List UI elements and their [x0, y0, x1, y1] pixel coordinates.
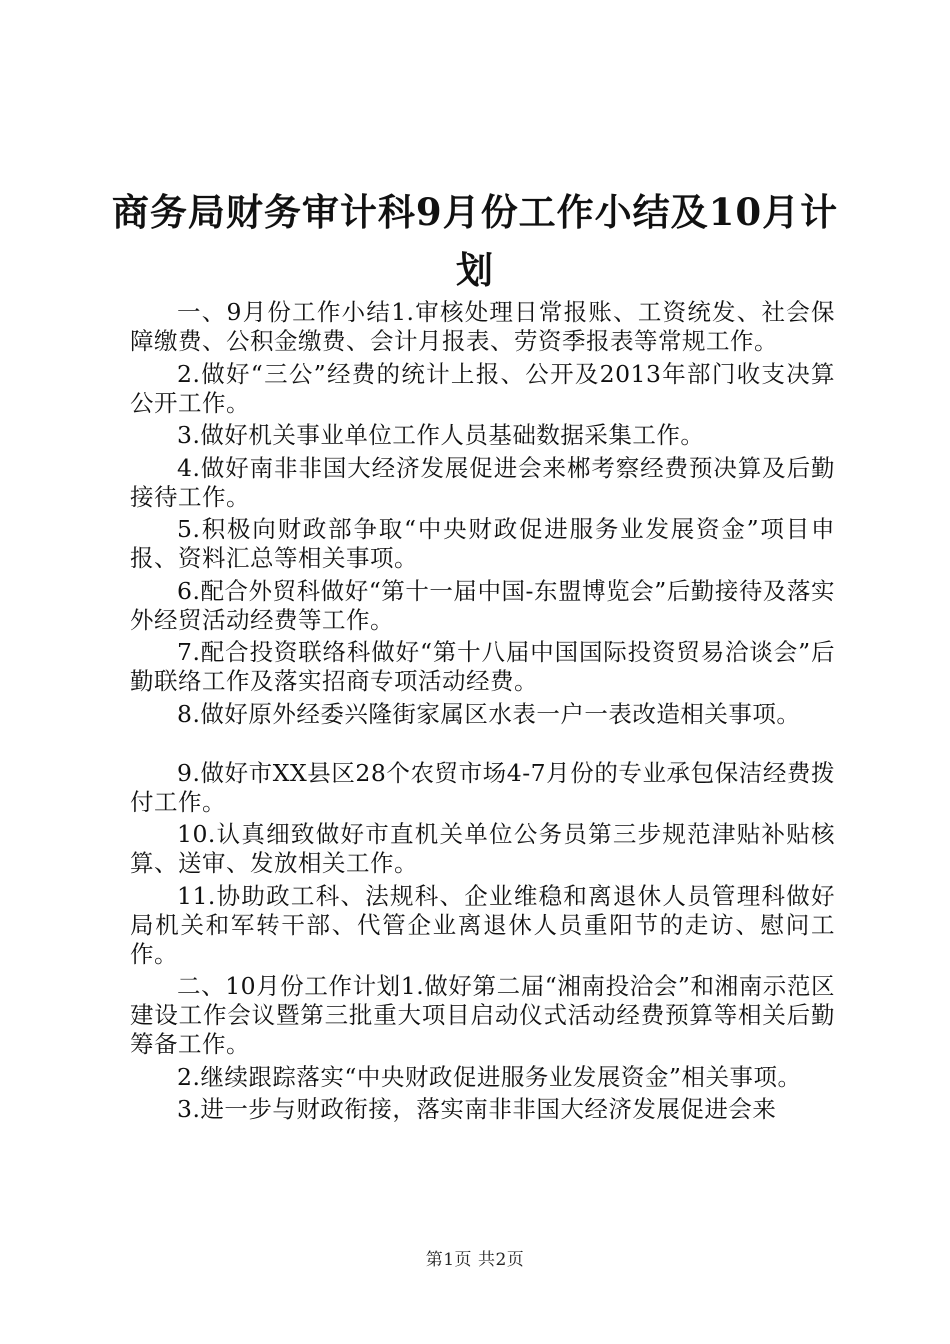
- document-body: [130, 298, 835, 1128]
- paragraph: 6.配合外贸科做好“第十一届中国-东盟博览会”后勤接待及落实外经贸活动经费等工作。: [130, 576, 835, 634]
- page-number-footer: 第1页 共2页: [425, 1250, 525, 1270]
- paragraph: 2.做好“三公”经费的统计上报、公开及2013年部门收支决算公开工作。: [130, 359, 835, 417]
- paragraph: 5.积极向财政部争取“中央财政促进服务业发展资金”项目申报、资料汇总等相关事项。: [130, 515, 835, 572]
- document-title: [100, 183, 850, 299]
- paragraph: 一、9月份工作小结1.审核处理日常报账、工资统发、社会保障缴费、公积金缴费、会计月报表、劳资季报表等常规工作。: [130, 298, 835, 355]
- paragraph: 8.做好原外经委兴隆街家属区水表一户一表改造相关事项。: [177, 699, 801, 728]
- paragraph: 2.继续跟踪落实“中央财政促进服务业发展资金”相关事项。: [177, 1062, 802, 1091]
- paragraph: 二、10月份工作计划1.做好第二届“湘南投洽会”和湘南示范区建设工作会议暨第三批重大项目启动仪式活动经费预算等相关后勤筹备工作。: [130, 972, 835, 1058]
- title-line-2: 划: [456, 248, 494, 292]
- title-line-1: 商务局财务审计科9月份工作小结及10月计: [111, 190, 839, 234]
- paragraph: 10.认真细致做好市直机关单位公务员第三步规范津贴补贴核算、送审、发放相关工作。: [130, 820, 835, 877]
- paragraph: 4.做好南非非国大经济发展促进会来郴考察经费预决算及后勤接待工作。: [130, 453, 835, 511]
- paragraph: 9.做好市XX县区28个农贸市场4-7月份的专业承包保洁经费拨付工作。: [130, 758, 835, 816]
- paragraph: 11.协助政工科、法规科、企业维稳和离退休人员管理科做好局机关和军转干部、代管企业离退休人员重阳节的走访、慰问工作。: [130, 881, 835, 968]
- paragraph: 7.配合投资联络科做好“第十八届中国国际投资贸易洽谈会”后勤联络工作及落实招商专项活动经费。: [130, 638, 835, 695]
- paragraph: 3.做好机关事业单位工作人员基础数据采集工作。: [177, 421, 705, 449]
- paragraph: 3.进一步与财政衔接，落实南非非国大经济发展促进会来: [177, 1095, 777, 1123]
